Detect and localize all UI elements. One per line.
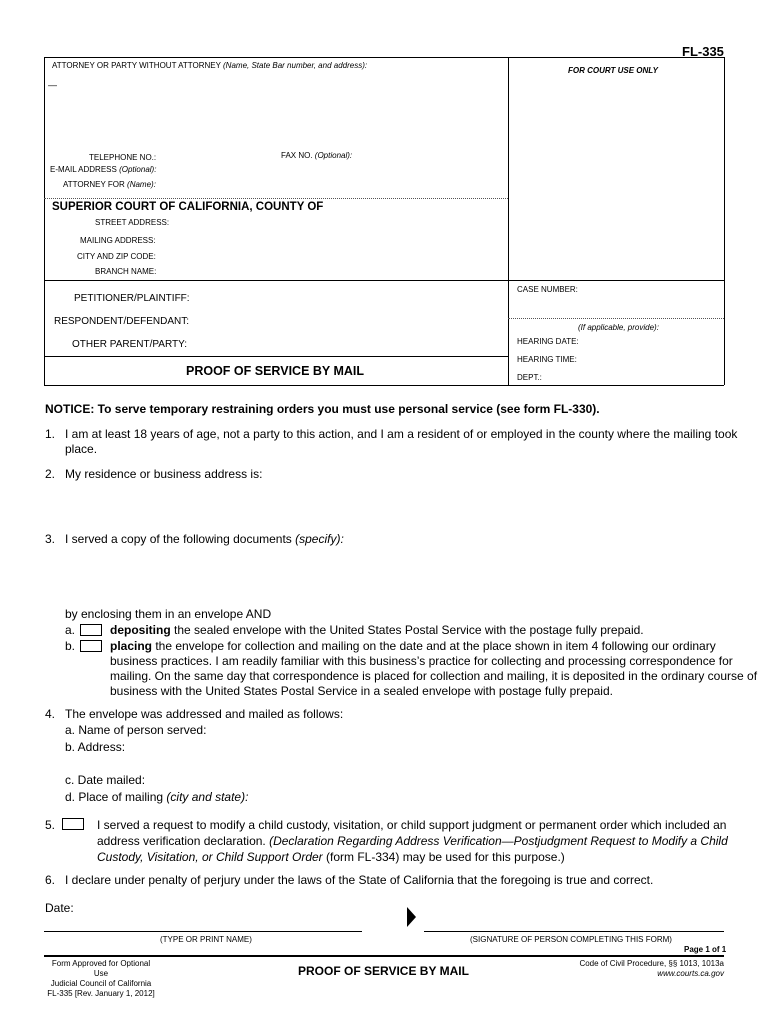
item-3a-text: depositing the sealed envelope with the United States Postal Service with the postage fully prepaid. (110, 623, 644, 637)
website-link[interactable]: www.courts.ca.gov (657, 969, 724, 978)
item-5-number: 5. (45, 818, 56, 832)
type-name-label: (TYPE OR PRINT NAME) (160, 935, 252, 944)
form-title: PROOF OF SERVICE BY MAIL (186, 364, 365, 378)
item-3-number: 3. (45, 532, 56, 546)
enclosing-text: by enclosing them in an envelope AND (65, 607, 272, 621)
item-1-text-cont: place. (65, 442, 98, 456)
item-3b-text-2: business practices. I am readily familiar with this business’s practice for collecting and processing correspondence for (110, 654, 733, 668)
dept-label: DEPT.: (517, 373, 542, 382)
signature-arrow-icon (407, 907, 416, 927)
if-applicable-label: (If applicable, provide): (578, 323, 659, 332)
signature-line[interactable] (424, 931, 724, 932)
item-4a-text: a. Name of person served: (65, 723, 207, 737)
item-2-text: My residence or business address is: (65, 467, 263, 481)
item-3b-label: b. (65, 639, 76, 653)
item-5-text-2: address verification declaration. (Declaration Regarding Address Verification—Postjudgment Request to Modify a Child (97, 834, 728, 848)
attorney-label: ATTORNEY OR PARTY WITHOUT ATTORNEY (Name, State Bar number, and address): (52, 61, 368, 70)
item-4-text: The envelope was addressed and mailed as follows: (65, 707, 344, 721)
footer-title: PROOF OF SERVICE BY MAIL (298, 964, 469, 978)
item-4-number: 4. (45, 707, 56, 721)
other-party-label: OTHER PARENT/PARTY: (72, 339, 188, 350)
case-number-label: CASE NUMBER: (517, 285, 578, 294)
telephone-label: TELEPHONE NO.: (89, 153, 157, 162)
email-label: E-MAIL ADDRESS (Optional): (50, 165, 157, 174)
footer-rule (44, 955, 724, 957)
attorney-for-label: ATTORNEY FOR (Name): (63, 180, 156, 189)
item-5-text: I served a request to modify a child custody, visitation, or child support judgment or permanent order which included an (97, 818, 727, 832)
attorney-name-field[interactable]: — (48, 80, 57, 90)
city-zip-label: CITY AND ZIP CODE: (77, 252, 156, 261)
hearing-date-label: HEARING DATE: (517, 337, 579, 346)
item-6-number: 6. (45, 873, 56, 887)
item-3b-text-3: mailing. On the same day that correspondence is placed for collection and mailing, it is deposited in the ordinary course of (110, 669, 758, 683)
form-number: FL-335 (682, 44, 724, 59)
respondent-label: RESPONDENT/DEFENDANT: (54, 316, 190, 327)
signature-label: (SIGNATURE OF PERSON COMPLETING THIS FORM) (470, 935, 672, 944)
item-5-text-3: Custody, Visitation, or Child Support Order (form FL-334) may be used for this purpose.) (97, 850, 565, 864)
item-4d-text: d. Place of mailing (city and state): (65, 790, 249, 804)
placing-checkbox[interactable] (80, 640, 102, 652)
item-6-text: I declare under penalty of perjury under the laws of the State of California that the foregoing is true and correct. (65, 873, 654, 887)
street-address-label: STREET ADDRESS: (95, 218, 170, 227)
form-approved-block: Form Approved for Optional Use Judicial Council of California FL-335 [Rev. January 1, 2012] (47, 959, 155, 998)
date-label: Date: (45, 901, 74, 915)
page-number: Page 1 of 1 (684, 945, 727, 954)
item-1-text: I am at least 18 years of age, not a party to this action, and I am a resident of or employed in the county where the mailing took (65, 427, 738, 441)
court-title: SUPERIOR COURT OF CALIFORNIA, COUNTY OF (52, 201, 324, 213)
item-4c-text: c. Date mailed: (65, 773, 146, 787)
item-3a-label: a. (65, 623, 76, 637)
item-2-number: 2. (45, 467, 56, 481)
name-line[interactable] (44, 931, 362, 932)
item-3b-text: placing the envelope for collection and mailing on the date and at the place shown in item 4 following our ordinary (110, 639, 716, 653)
item-1-number: 1. (45, 427, 56, 441)
notice: NOTICE: To serve temporary restraining orders you must use personal service (see form FL-330). (45, 402, 600, 416)
mailing-address-label: MAILING ADDRESS: (80, 236, 156, 245)
item-5-checkbox[interactable] (62, 818, 84, 830)
court-use-label: FOR COURT USE ONLY (568, 66, 658, 75)
item-4b-text: b. Address: (65, 740, 126, 754)
fax-label: FAX NO. (Optional): (281, 151, 353, 160)
petitioner-label: PETITIONER/PLAINTIFF: (74, 293, 190, 304)
branch-name-label: BRANCH NAME: (95, 267, 157, 276)
depositing-checkbox[interactable] (80, 624, 102, 636)
legal-citation: Code of Civil Procedure, §§ 1013, 1013a www.courts.ca.gov (574, 959, 724, 979)
item-3b-text-4: business with the United States Postal Service in a sealed envelope with postage fully prepaid. (110, 684, 613, 698)
item-3-text: I served a copy of the following documents (specify): (65, 532, 344, 546)
hearing-time-label: HEARING TIME: (517, 355, 577, 364)
